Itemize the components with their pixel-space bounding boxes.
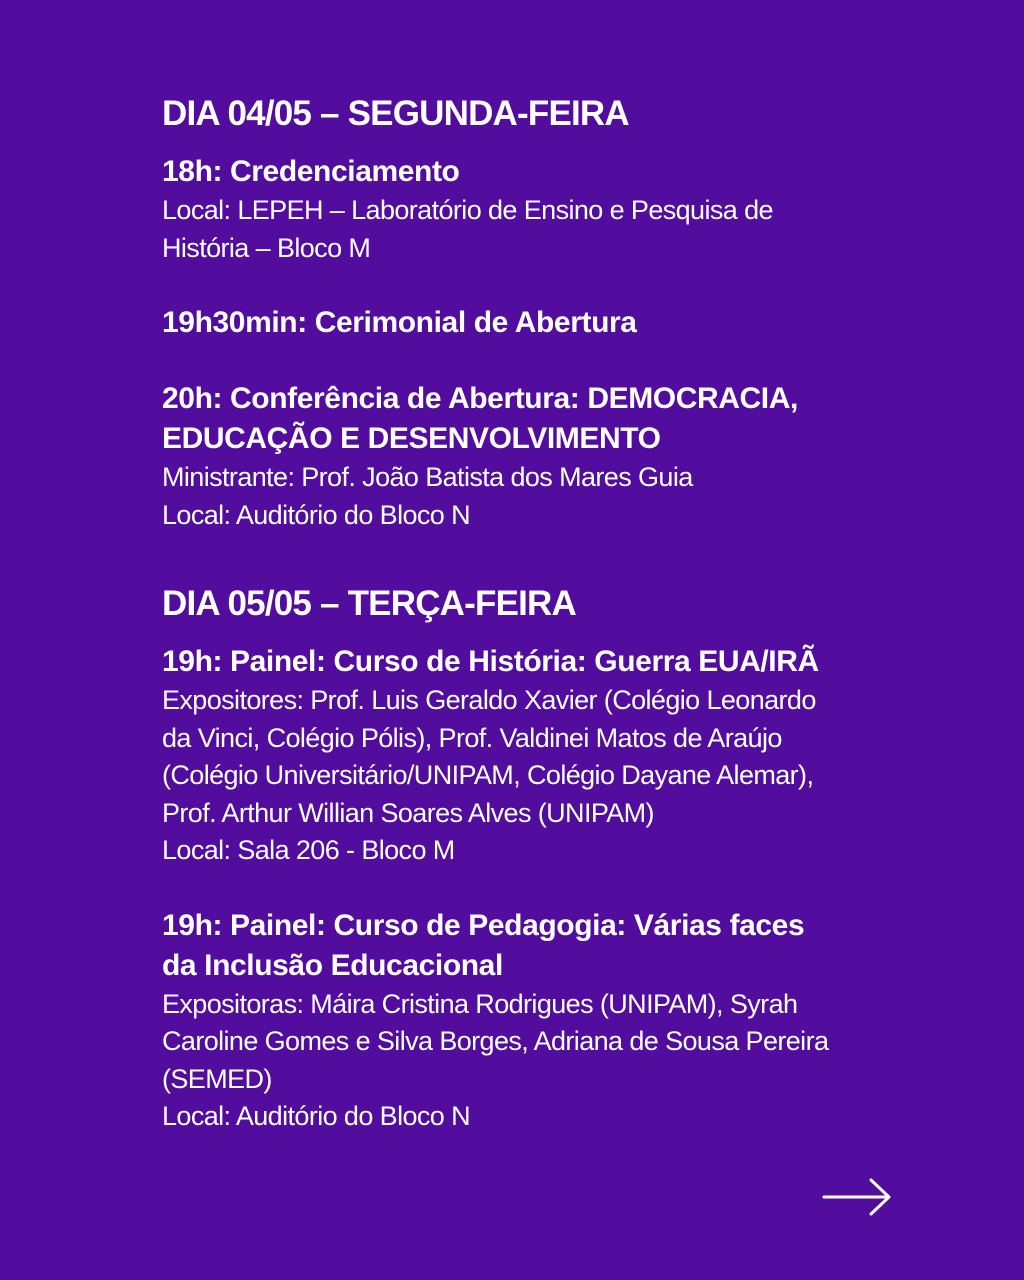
day-section-04-05 [162, 92, 902, 534]
event-presenters-line-1: Expositores: Prof. Luis Geraldo Xavier (Colégio Leonardo [162, 685, 816, 715]
event-presenters-line-3: (Colégio Universitário/UNIPAM, Colégio Dayane Alemar), [162, 760, 814, 790]
event-location: Local: Sala 206 - Bloco M [162, 835, 455, 865]
event-title-line-2: EDUCAÇÃO E DESENVOLVIMENTO [162, 422, 661, 455]
event-credenciamento [162, 152, 902, 267]
event-presenters-line-1: Expositoras: Máira Cristina Rodrigues (UNIPAM), Syrah [162, 988, 798, 1019]
event-location-line-1: Local: LEPEH – Laboratório de Ensino e Pesquisa de [162, 195, 773, 225]
event-speaker: Ministrante: Prof. João Batista dos Mares Guia [162, 462, 693, 492]
event-location-line-2: História – Bloco M [162, 232, 371, 263]
event-location: Local: Auditório do Bloco N [162, 1101, 470, 1131]
event-title: 19h: Painel: Curso de História: Guerra EUA/IRÃ [162, 645, 819, 678]
event-title-line-1: 20h: Conferência de Abertura: DEMOCRACIA, [162, 382, 798, 415]
event-title: 18h: Credenciamento [162, 155, 460, 188]
event-painel-historia [162, 642, 902, 870]
day-title: DIA 04/05 – SEGUNDA-FEIRA [162, 94, 629, 133]
day-title: DIA 05/05 – TERÇA-FEIRA [162, 584, 577, 623]
event-title-line-1: 19h: Painel: Curso de Pedagogia: Várias faces [162, 908, 805, 942]
schedule [162, 92, 902, 1136]
event-title-line-2: da Inclusão Educacional [162, 948, 503, 982]
event-cerimonial [162, 303, 902, 343]
event-presenters-line-4: Prof. Arthur Willian Soares Alves (UNIPAM) [162, 797, 654, 828]
event-presenters-line-2: da Vinci, Colégio Pólis), Prof. Valdinei Matos de Araújo [162, 722, 782, 753]
day-section-05-05 [162, 582, 902, 1136]
event-presenters-line-2: Caroline Gomes e Silva Borges, Adriana de Sousa Pereira [162, 1026, 829, 1056]
arrow-right-icon[interactable] [822, 1176, 894, 1218]
event-title: 19h30min: Cerimonial de Abertura [162, 306, 637, 339]
event-presenters-line-3: (SEMED) [162, 1063, 272, 1094]
event-conferencia [162, 379, 902, 534]
event-location: Local: Auditório do Bloco N [162, 499, 470, 530]
event-painel-pedagogia [162, 906, 902, 1136]
